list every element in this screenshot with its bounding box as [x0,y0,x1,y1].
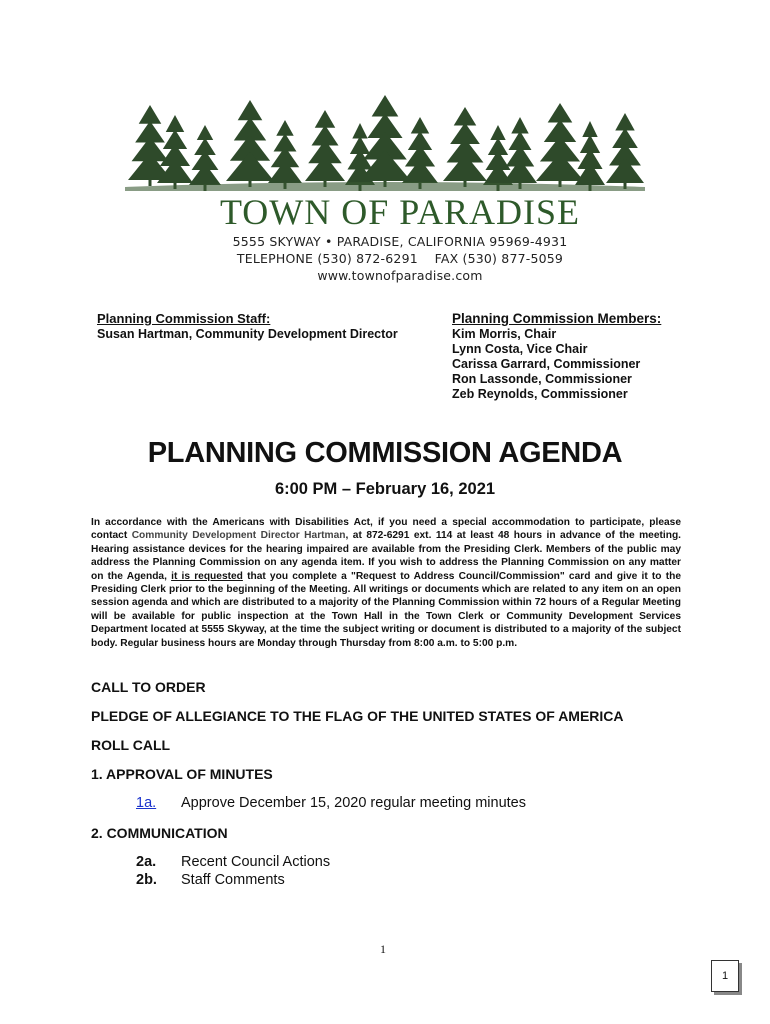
member-item: Kim Morris, Chair [452,327,557,341]
call-to-order-heading: CALL TO ORDER [91,679,206,695]
item-2b-text: Staff Comments [181,872,285,888]
item-1a-link[interactable]: 1a. [136,795,157,811]
notice-contact: Community Development Director Hartman [131,530,346,542]
pine-trees-logo [120,95,650,195]
members-heading: Planning Commission Members: [452,311,662,326]
member-item: Lynn Costa, Vice Chair [452,342,588,356]
pine-tree-icon [402,117,438,189]
agenda-title: PLANNING COMMISSION AGENDA [147,437,623,469]
pine-tree-icon [503,117,537,189]
agenda-item-2b [136,872,285,888]
item-2a-text: Recent Council Actions [181,854,331,870]
pine-tree-icon [268,120,302,189]
notice-text-2: , at 872-6291 ext. 114 at least 48 hours in advance of the meeting. Hearing assistance devices for the hearing impaired are available from the Presiding Clerk. Members of the public may address the Planning Commission on any agenda item. If you wish to address the Planning Commission on any matter on the Agenda, [91,530,682,582]
members-block [452,311,661,402]
town-website[interactable]: www.townofparadise.com [317,268,483,283]
notice-text-1: In accordance with the Americans with Disabilities Act, if you need a special accommodation to participate, please contact [91,517,681,542]
item-2a-num: 2a. [136,854,157,870]
pine-tree-icon [359,95,411,187]
notice-requested: it is requested [171,570,243,582]
agenda-item-1a [136,795,526,811]
town-phones: TELEPHONE (530) 872-6291 FAX (530) 877-5059 [236,251,564,266]
item-1a-text: Approve December 15, 2020 regular meeting minutes [181,795,526,811]
member-item: Ron Lassonde, Commissioner [452,372,632,386]
pine-tree-icon [443,107,487,187]
staff-heading: Planning Commission Staff: [97,311,271,326]
town-name: TOWN OF PARADISE [219,192,581,232]
pine-tree-icon [157,115,193,189]
page-number: 1 [380,942,386,956]
pine-tree-icon [226,100,274,187]
ada-notice [91,516,681,650]
member-item: Carissa Garrard, Commissioner [452,357,641,371]
staff-member: Susan Hartman, Community Development Director [97,327,398,341]
member-item: Zeb Reynolds, Commissioner [452,387,628,401]
pine-tree-icon [606,113,644,189]
notice-text-3: that you complete a "Request to Address Council/Commission" card and give it to the Presiding Clerk prior to the beginning of the Meeting. All writings or documents which are related to any item on an open session agenda and which are distributed to a majority of the Planning Commission within 72 hours of a Regular Meeting will be available for public inspection at the Town Hall in the Town Clerk or Community Development Services Department located at 5555 Skyway, at the time the subject writing or document is distributed to a majority of the subject body. Regular business hours are Monday through Thursday from 8:00 a.m. to 5:00 p.m. [91,570,681,649]
pine-tree-icon [575,121,605,191]
item-2b-num: 2b. [136,872,157,888]
agenda-item-2a [136,854,330,870]
pine-tree-icon [536,103,584,187]
town-address: 5555 SKYWAY • PARADISE, CALIFORNIA 95969-4931 [232,234,568,249]
agenda-datetime: 6:00 PM – February 16, 2021 [274,480,496,498]
pledge-heading: PLEDGE OF ALLEGIANCE TO THE FLAG OF THE UNITED STATES OF AMERICA [91,708,624,724]
communication-heading: 2. COMMUNICATION [91,825,228,841]
roll-call-heading: ROLL CALL [91,737,171,753]
page-badge: 1 [711,960,739,992]
pine-tree-icon [305,110,345,187]
staff-block [97,311,398,342]
pine-tree-icon [189,125,221,191]
approval-minutes-heading: 1. APPROVAL OF MINUTES [91,766,273,782]
